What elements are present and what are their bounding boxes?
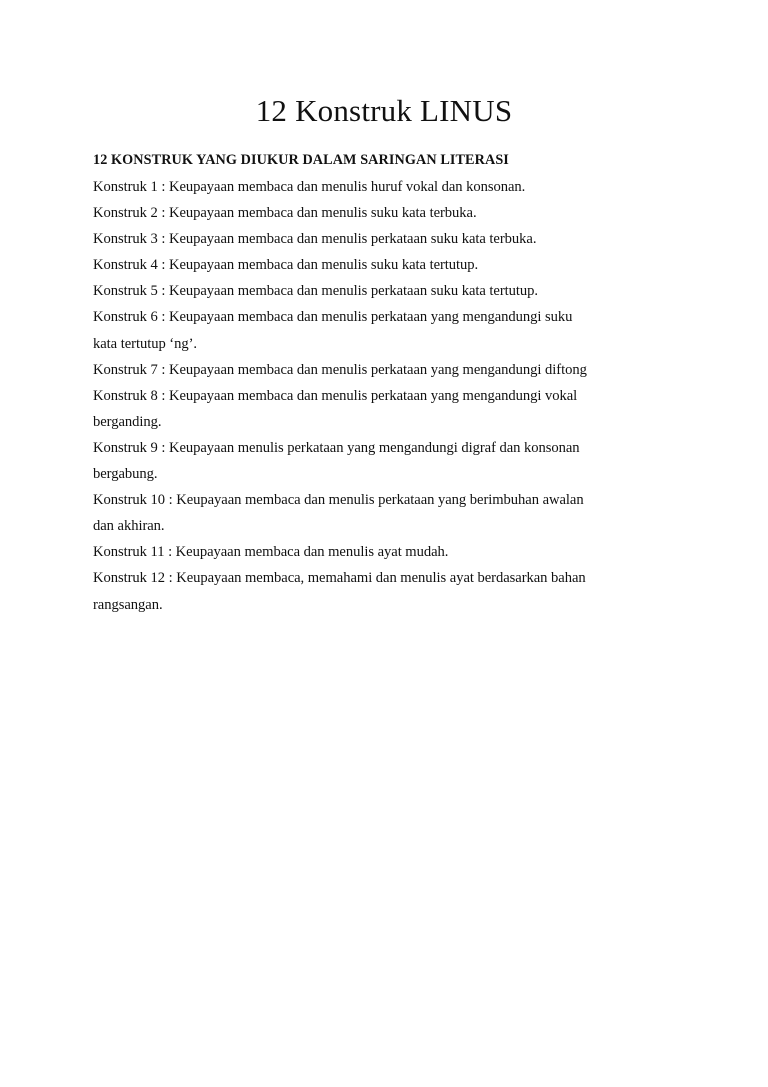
text-line: Konstruk 6 : Keupayaan membaca dan menulis perkataan yang mengandungi suku <box>93 309 573 326</box>
text-line: Konstruk 5 : Keupayaan membaca dan menulis perkataan suku kata tertutup. <box>93 283 539 300</box>
text-line: Konstruk 4 : Keupayaan membaca dan menulis suku kata tertutup. <box>93 257 479 274</box>
section-heading: 12 KONSTRUK YANG DIUKUR DALAM SARINGAN LITERASI <box>93 152 509 168</box>
text-line: berganding. <box>93 413 162 430</box>
text-line: Konstruk 12 : Keupayaan membaca, memahami dan menulis ayat berdasarkan bahan <box>93 570 586 587</box>
text-line: dan akhiran. <box>93 518 165 535</box>
text-line: Konstruk 9 : Keupayaan menulis perkataan yang mengandungi digraf dan konsonan <box>93 439 580 456</box>
text-line: Konstruk 7 : Keupayaan membaca dan menulis perkataan yang mengandungi diftong <box>93 361 587 378</box>
text-line: Konstruk 3 : Keupayaan membaca dan menulis perkataan suku kata terbuka. <box>93 231 537 248</box>
construct-list <box>93 174 693 618</box>
text-line: rangsangan. <box>93 596 163 613</box>
text-line: Konstruk 2 : Keupayaan membaca dan menulis suku kata terbuka. <box>93 205 477 222</box>
document-title: 12 Konstruk LINUS <box>255 93 513 128</box>
text-line: Konstruk 11 : Keupayaan membaca dan menulis ayat mudah. <box>93 544 449 561</box>
text-line: Konstruk 8 : Keupayaan membaca dan menulis perkataan yang mengandungi vokal <box>93 387 578 404</box>
text-line: bergabung. <box>93 466 158 483</box>
text-line: kata tertutup ‘ng’. <box>93 335 198 352</box>
text-line: Konstruk 10 : Keupayaan membaca dan menulis perkataan yang berimbuhan awalan <box>93 492 584 509</box>
text-line: Konstruk 1 : Keupayaan membaca dan menulis huruf vokal dan konsonan. <box>93 179 526 195</box>
